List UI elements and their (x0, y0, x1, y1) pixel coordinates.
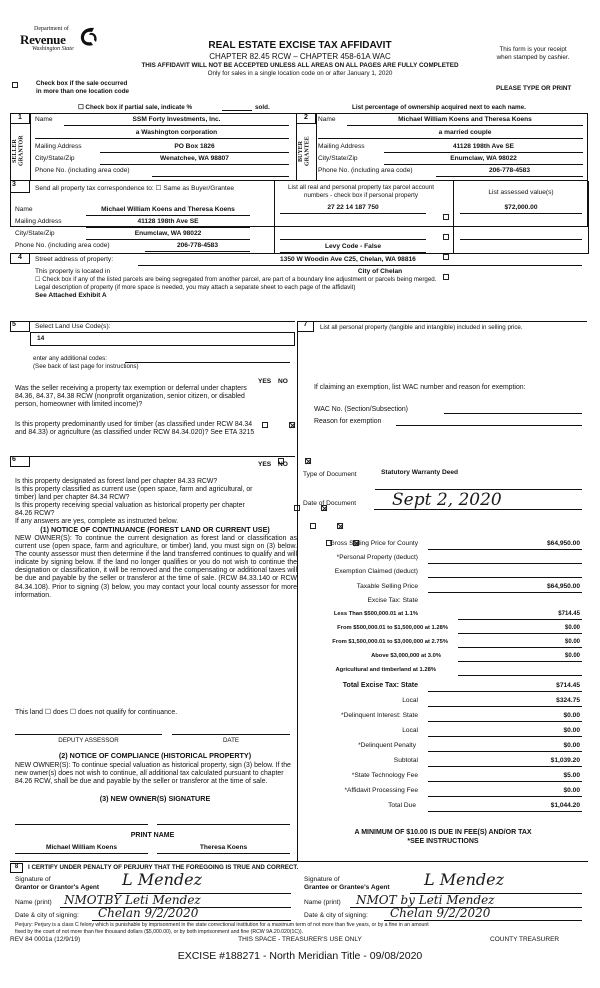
no-header-5: NO (278, 378, 288, 385)
treasurer-use-only: THIS SPACE - TREASURER'S USE ONLY (238, 936, 362, 943)
excise-stamp: EXCISE #188271 - North Meridian Title - 09/08/2020 (177, 950, 423, 962)
tax-value-bracket-2[interactable]: $0.00 (564, 625, 580, 631)
grantee-date-line (384, 920, 582, 921)
tax-label-exemption: Exemption Claimed (deduct) (334, 568, 418, 575)
located-in-value[interactable]: City of Chelan (357, 268, 403, 275)
tax-line-bracket-1 (458, 619, 582, 620)
buyer-name-label: Name (318, 116, 336, 123)
county-treasurer-label: COUNTY TREASURER (490, 936, 560, 943)
certification-statement: I CERTIFY UNDER PENALTY OF PERJURY THAT THE FOREGOING IS TRUE AND CORRECT. (28, 864, 299, 871)
tax-line-total-state (428, 691, 582, 692)
exemption-no-checkbox[interactable] (289, 422, 295, 428)
right-column-border (297, 321, 298, 861)
corr-address-value[interactable]: 41128 198th Ave SE (137, 218, 199, 225)
buyer-city-value[interactable]: Enumclaw, WA 98022 (450, 155, 517, 162)
timber-no-checkbox[interactable] (305, 458, 311, 464)
tax-line-delinquent-penalty (428, 751, 582, 752)
buyer-name-line (347, 125, 583, 126)
buyer-address-value[interactable]: 41128 198th Ave SE (452, 143, 515, 150)
seller-city-line (100, 164, 289, 165)
historical-question: Is this property receiving special valuation as historical property per chapter 84.26 RCW? (15, 502, 245, 518)
seller-city-label: City/State/Zip (35, 155, 75, 162)
grantee-signature-label (304, 876, 390, 892)
logo-line2: Revenue (20, 32, 66, 47)
assessed-line[interactable] (460, 239, 582, 240)
notice-1-text: NEW OWNER(S): To continue the current designation as forest land or classification as current use (open space, farm and agriculture, or timber) land, you must sign on (3) below. The county assessor must then determine if the land transferred continues to qualify and will indicate by signing below. If the land no longer qualifies or you do not wish to continue the designation or classification, it will be removed and the compensating or additional taxes will be due and payable by the seller or transferor at the time of sale. (RCW 84.33.140 or RCW 84.34.108). Prior to signing (3) below, you may contact your local county assessor for more information. (15, 535, 297, 599)
additional-codes-label: enter any additional codes: (33, 355, 107, 362)
section-7-top-border (297, 321, 587, 322)
wac-line[interactable] (444, 413, 582, 414)
personal-property-checkbox[interactable] (443, 274, 449, 280)
notice-2-title: (2) NOTICE OF COMPLIANCE (HISTORICAL PROPERTY) (58, 751, 252, 760)
deputy-assessor-label: DEPUTY ASSESSOR (58, 737, 119, 744)
tax-line-local (428, 706, 582, 707)
partial-sale-checkbox[interactable]: ☐ Check box if partial sale, indicate % (78, 104, 193, 111)
form-title: REAL ESTATE EXCISE TAX AFFIDAVIT (208, 40, 392, 51)
personal-property-checkbox[interactable] (443, 254, 449, 260)
form-note: Only for sales in a single location code on or after January 1, 2020 (207, 70, 393, 77)
notice-1-title: (1) NOTICE OF CONTINUANCE (FOREST LAND OR CURRENT USE) (40, 525, 270, 534)
legal-description-note: Legal description of property (if more space is needed, you may attach a separate sheet to each page of the affidavit) (35, 284, 356, 291)
tax-label-processing-fee: *Affidavit Processing Fee (344, 787, 418, 794)
tax-line-taxable (428, 592, 582, 593)
timber-question: Is this property predominantly used for timber (as classified under RCW 84.34 and 84.33) or agriculture (as classified under RCW 84.34.020)? See ETA 3215 (15, 421, 255, 437)
owner1-signature-line[interactable] (15, 824, 148, 825)
grantee-sig-line1: Signature of (304, 876, 340, 883)
receipt-note (484, 46, 582, 62)
tax-value-total-state[interactable]: $714.45 (556, 682, 580, 689)
reason-label: Reason for exemption (314, 418, 382, 425)
form-warning: THIS AFFIDAVIT WILL NOT BE ACCEPTED UNLESS ALL AREAS ON ALL PAGES ARE FULLY COMPLETED (141, 62, 459, 69)
dor-logo (20, 26, 92, 56)
sold-label: sold. (255, 104, 270, 111)
parcel-line[interactable] (280, 226, 426, 227)
seller-phone-line[interactable] (152, 176, 289, 177)
corr-phone-value[interactable]: 206-778-4583 (176, 242, 219, 249)
grantee-name-print[interactable]: NMOT by Leti Mendez (356, 893, 495, 907)
section-7-number: 7 (297, 321, 314, 332)
doc-date-label: Date of Document (303, 500, 357, 507)
date-label: DATE (222, 737, 240, 744)
personal-property-checkbox[interactable] (443, 214, 449, 220)
tax-value-bracket-1[interactable]: $714.45 (558, 611, 580, 617)
exemption-question: Was the seller receiving a property tax exemption or deferral under chapters 84.36, 84.37, 84.38 RCW (nonprofit organization, senior citizen, or disabled person, homeowner with limited income)? (15, 385, 247, 409)
seller-name2-value[interactable]: a Washington corporation (135, 129, 218, 136)
tax-value-delinquent-interest-local[interactable]: $0.00 (563, 727, 580, 734)
grantor-name-print[interactable]: NMOTBY Leti Mendez (64, 893, 201, 907)
owner2-signature-line[interactable] (157, 824, 290, 825)
exemption-heading: If claiming an exemption, list WAC number and reason for exemption: (314, 384, 526, 391)
corr-phone-line (145, 251, 250, 252)
multi-location-line2: in more than one location code (36, 87, 130, 95)
tax-value-bracket-4[interactable]: $0.00 (564, 653, 580, 659)
tax-line-gross (428, 549, 582, 550)
wac-label: WAC No. (Section/Subsection) (314, 406, 408, 413)
section-4-number: 4 (10, 253, 30, 264)
personal-property-checkbox[interactable] (443, 234, 449, 240)
seller-side-divider (30, 113, 31, 181)
section-4-top-border (30, 253, 589, 254)
grantee-sig-line2: Grantee or Grantee's Agent (304, 884, 390, 891)
tax-value-subtotal[interactable]: $1,039.20 (550, 757, 580, 764)
tax-label-subtotal: Subtotal (393, 757, 418, 764)
buyer-city-label: City/State/Zip (318, 155, 358, 162)
seller-phone-label: Phone No. (including area code) (35, 167, 130, 174)
ownership-note: List percentage of ownership acquired next to each name. (352, 104, 526, 111)
section-2-number: 2 (296, 113, 316, 124)
continuance-checkboxes[interactable]: This land ☐ does ☐ does not qualify for continuance. (15, 709, 178, 716)
grantee-signature[interactable]: L Mendez (424, 870, 505, 889)
corr-name-line (86, 215, 250, 216)
parcel-line (280, 213, 426, 214)
seller-name-value[interactable]: SSM Forty Investments, Inc. (132, 116, 221, 123)
tax-line-personal[interactable] (428, 563, 582, 564)
dor-swoosh-icon (78, 26, 98, 48)
tax-value-delinquent-interest-state[interactable]: $0.00 (563, 712, 580, 719)
owner2-print-line (157, 853, 290, 854)
buyer-name2-value[interactable]: a married couple (438, 129, 492, 136)
parcel-left-divider (274, 181, 275, 253)
deputy-assessor-line[interactable] (15, 734, 162, 735)
current-use-question: Is this property classified as current use (open space, farm and agricultural, or timber) land per chapter 84.34 RCW? (15, 486, 253, 502)
corr-city-value[interactable]: Enumclaw, WA 98022 (134, 230, 202, 237)
street-address-value[interactable]: 1350 W Woodin Ave C25, Chelan, WA 98816 (280, 256, 416, 263)
please-type-or-print: PLEASE TYPE OR PRINT (496, 85, 572, 92)
tax-label-taxable: Taxable Selling Price (356, 583, 418, 590)
assessed-value[interactable]: $72,000.00 (504, 204, 538, 211)
grantor-date-city[interactable]: Chelan 9/2/2020 (98, 906, 199, 920)
correspondence-heading: Send all property tax correspondence to: ☐ Same as Buyer/Grantee (35, 185, 235, 192)
owner2-print-value[interactable]: Theresa Koens (199, 844, 248, 851)
multi-location-checkbox[interactable] (12, 82, 18, 88)
buyer-phone-line (436, 176, 583, 177)
tax-label-bracket-2: From $500,000.01 to $1,500,000 at 1.28% (337, 625, 448, 631)
located-in-label: This property is located in (35, 268, 111, 275)
tax-label-delinquent-interest-local: Local (402, 727, 418, 734)
tax-line-bracket-3 (458, 647, 582, 648)
tax-label-personal: *Personal Property (deduct) (336, 554, 418, 561)
section-6-top-border (10, 456, 295, 457)
tax-value-processing-fee[interactable]: $0.00 (563, 787, 580, 794)
logo-line1: Department of (34, 26, 69, 32)
buyer-address-label: Mailing Address (318, 143, 365, 150)
grantor-name-label: Name (print) (15, 899, 52, 906)
buyer-phone-label: Phone No. (including area code) (318, 167, 413, 174)
assessed-line[interactable] (460, 226, 582, 227)
seller-name2-line (35, 138, 289, 139)
tax-label-gross: Gross Selling Price for County (329, 540, 418, 547)
corr-address-label: Mailing Address (15, 218, 62, 225)
tax-label-bracket-3: From $1,500,000.01 to $3,000,000 at 2.75% (332, 639, 448, 645)
street-address-line (138, 265, 582, 266)
tax-label-bracket-1: Less Than $500,000.01 at 1.1% (333, 611, 418, 617)
yes-header-5: YES (258, 378, 272, 385)
buyer-name2-line (318, 138, 583, 139)
tax-label-technology-fee: *State Technology Fee (351, 772, 418, 779)
tax-value-delinquent-penalty[interactable]: $0.00 (563, 742, 580, 749)
section-6-number: 6 (10, 456, 30, 467)
assessed-heading: List assessed value(s) (488, 189, 554, 196)
tax-label-local: Local (402, 697, 418, 704)
land-use-label: Select Land Use Code(s): (35, 323, 111, 330)
tax-label-bracket-4: Above $3,000,000 at 3.0% (371, 653, 441, 659)
corr-name-value[interactable]: Michael William Koens and Theresa Koens (101, 206, 235, 213)
tax-line-delinquent-interest-local (428, 736, 582, 737)
tax-line-agricultural[interactable] (458, 675, 582, 676)
seller-address-line (100, 152, 289, 153)
exemption-yes-checkbox[interactable] (262, 422, 268, 428)
logo-line3: Washington State (32, 46, 74, 52)
print-name-label: PRINT NAME (130, 832, 175, 839)
current-use-no-checkbox[interactable] (337, 523, 343, 529)
tax-label-delinquent-interest-state: *Delinquent Interest: State (341, 712, 418, 719)
parcel-right-border (588, 181, 589, 253)
doc-type-value[interactable]: Statutory Warranty Deed (381, 469, 459, 476)
minimum-due-note: A MINIMUM OF $10.00 IS DUE IN FEE(S) AND/OR TAX (354, 829, 532, 836)
current-use-yes-checkbox[interactable] (310, 523, 316, 529)
doc-date-handwritten[interactable]: Sept 2, 2020 (392, 490, 502, 510)
parcel-heading-line1: List all real and personal property tax parcel account (288, 184, 434, 191)
assessor-date-line[interactable] (172, 734, 290, 735)
buyer-address-line (384, 152, 583, 153)
street-address-label: Street address of property: (35, 256, 114, 263)
seller-name-label: Name (35, 116, 53, 123)
section-1-number: 1 (10, 113, 30, 124)
parcel-line[interactable] (280, 239, 426, 240)
seller-name-line (64, 125, 289, 126)
see-instructions-note: *SEE INSTRUCTIONS (407, 838, 479, 845)
buyer-name-value[interactable]: Michael William Koens and Theresa Koens (398, 116, 532, 123)
forest-question: Is this property designated as forest land per chapter 84.33 RCW? (15, 478, 218, 485)
grantor-signature[interactable]: L Mendez (122, 870, 203, 889)
tax-label-excise-state-heading: Excise Tax: State (367, 597, 418, 604)
yes-header-6: YES (258, 461, 272, 468)
segregated-checkbox[interactable]: ☐ Check box if any of the listed parcels are being segregated from another parcel, are part of a boundary line adjustment or parcels being merged. (35, 276, 437, 283)
tax-line-bracket-2 (458, 633, 582, 634)
tax-line-subtotal (428, 766, 582, 767)
grantee-date-city[interactable]: Chelan 9/2/2020 (390, 906, 491, 920)
personal-property-label: List all personal property (tangible and intangible) included in selling price. (320, 324, 523, 331)
section-3-number: 3 (10, 181, 30, 193)
receipt-note-line2: when stamped by cashier. (496, 54, 570, 61)
parcel-row-1 (0, 14, 600, 21)
grantor-sig-line1: Signature of (15, 876, 51, 883)
multi-location-label (36, 80, 129, 95)
corr-phone-label: Phone No. (including area code) (15, 242, 110, 249)
buyer-grantee-label: BUYER GRANTEE (298, 136, 311, 166)
tax-value-bracket-3[interactable]: $0.00 (564, 639, 580, 645)
notice-2-text: NEW OWNER(S): To continue special valuation as historical property, sign (3) below. If the new owner(s) does not wish to continue, all additional tax calculated pursuant to chapter 84.26 RCW, shall be due and payable by the seller or transferor at the time of sale. (15, 762, 291, 786)
corr-name-label: Name (15, 206, 33, 213)
assessed-line (460, 213, 582, 214)
grantee-date-label: Date & city of signing: (304, 912, 368, 919)
owner1-print-value[interactable]: Michael William Koens (45, 844, 118, 851)
owner1-print-line (15, 853, 148, 854)
form-subtitle: CHAPTER 82.45 RCW – CHAPTER 458-61A WAC (209, 52, 391, 61)
section-5-top-border (10, 321, 295, 322)
doc-type-label: Type of Document (303, 471, 357, 478)
tax-line-processing-fee (428, 796, 582, 797)
grantee-name-label: Name (print) (304, 899, 341, 906)
additional-codes-line[interactable] (125, 362, 290, 363)
multi-location-line1: Check box if the sale occurred (36, 80, 128, 87)
seller-address-value[interactable]: PO Box 1826 (174, 143, 215, 150)
notice-3-title: (3) NEW OWNER(S) SIGNATURE (99, 794, 211, 803)
no-header-6: NO (278, 461, 288, 468)
parcel-heading-line2: numbers - check box if personal property (303, 191, 419, 199)
tax-line-technology-fee (428, 781, 582, 782)
receipt-note-line1: This form is your receipt (499, 46, 567, 53)
tax-value-local[interactable]: $324.75 (556, 697, 580, 704)
tax-value-total-due[interactable]: $1,044.20 (550, 802, 580, 809)
parcel-number[interactable]: Levy Code - False (324, 243, 382, 250)
tax-label-total-state: Total Excise Tax: State (342, 682, 418, 689)
reason-line[interactable] (396, 425, 582, 426)
grantor-sig-line2: Grantor or Grantor's Agent (15, 884, 100, 891)
perjury-note-line2: fixed by the court of not more than five thousand dollars ($5,000.00), or by both imprisonment and fine (RCW 9A.20.020(1C)). (15, 929, 304, 935)
tax-line-bracket-4 (458, 661, 582, 662)
seller-city-value[interactable]: Wenatchee, WA 98807 (160, 155, 229, 162)
tax-value-technology-fee[interactable]: $5.00 (563, 772, 580, 779)
seller-address-label: Mailing Address (35, 143, 82, 150)
form-number: REV 84 0001a (12/9/19) (10, 936, 81, 943)
grantor-signature-label (15, 876, 99, 892)
land-use-code-value: 14 (37, 335, 45, 342)
land-use-instructions: (See back of last page for instructions) (33, 363, 139, 370)
parcel-number[interactable]: 27 22 14 187 750 (327, 204, 379, 211)
corr-city-label: City/State/Zip (15, 230, 55, 237)
tax-value-taxable[interactable]: $64,950.00 (546, 583, 580, 590)
section-8-number: 8 (10, 863, 23, 873)
tax-label-delinquent-penalty: *Delinquent Penalty (358, 742, 416, 749)
tax-line-delinquent-interest-state (428, 721, 582, 722)
section-8-top-border (10, 861, 588, 862)
tax-value-gross[interactable]: $64,950.00 (546, 540, 580, 547)
if-yes-note: If any answers are yes, complete as instructed below. (15, 518, 179, 525)
section-5-number: 5 (10, 321, 30, 332)
buyer-phone-value[interactable]: 206-778-4583 (488, 167, 531, 174)
grantor-date-line (92, 920, 291, 921)
buyer-side-divider (316, 113, 317, 181)
parcel-value-divider (453, 181, 454, 253)
tax-line-exemption[interactable] (428, 577, 582, 578)
tax-line-total-due (428, 811, 582, 812)
perjury-note-line1: Perjury: Perjury is a class C felony which is punishable by imprisonment in the state correctional institution for a maximum term of not more than five years, or by a fine in an amount (15, 922, 429, 928)
land-use-code-field[interactable] (30, 332, 295, 346)
partial-sale-percent-line[interactable] (222, 110, 252, 111)
tax-label-total-due: Total Due (388, 802, 416, 809)
parcel-heading (276, 184, 446, 199)
corr-address-line (86, 227, 250, 228)
seller-grantor-label: SELLER GRANTOR (12, 135, 25, 167)
tax-label-agricultural: Agricultural and timberland at 1.28% (335, 667, 436, 673)
legal-description-value[interactable]: See Attached Exhibit A (35, 292, 107, 299)
grantor-date-label: Date & city of signing: (15, 912, 79, 919)
corr-city-line (86, 239, 250, 240)
buyer-city-line (384, 164, 583, 165)
